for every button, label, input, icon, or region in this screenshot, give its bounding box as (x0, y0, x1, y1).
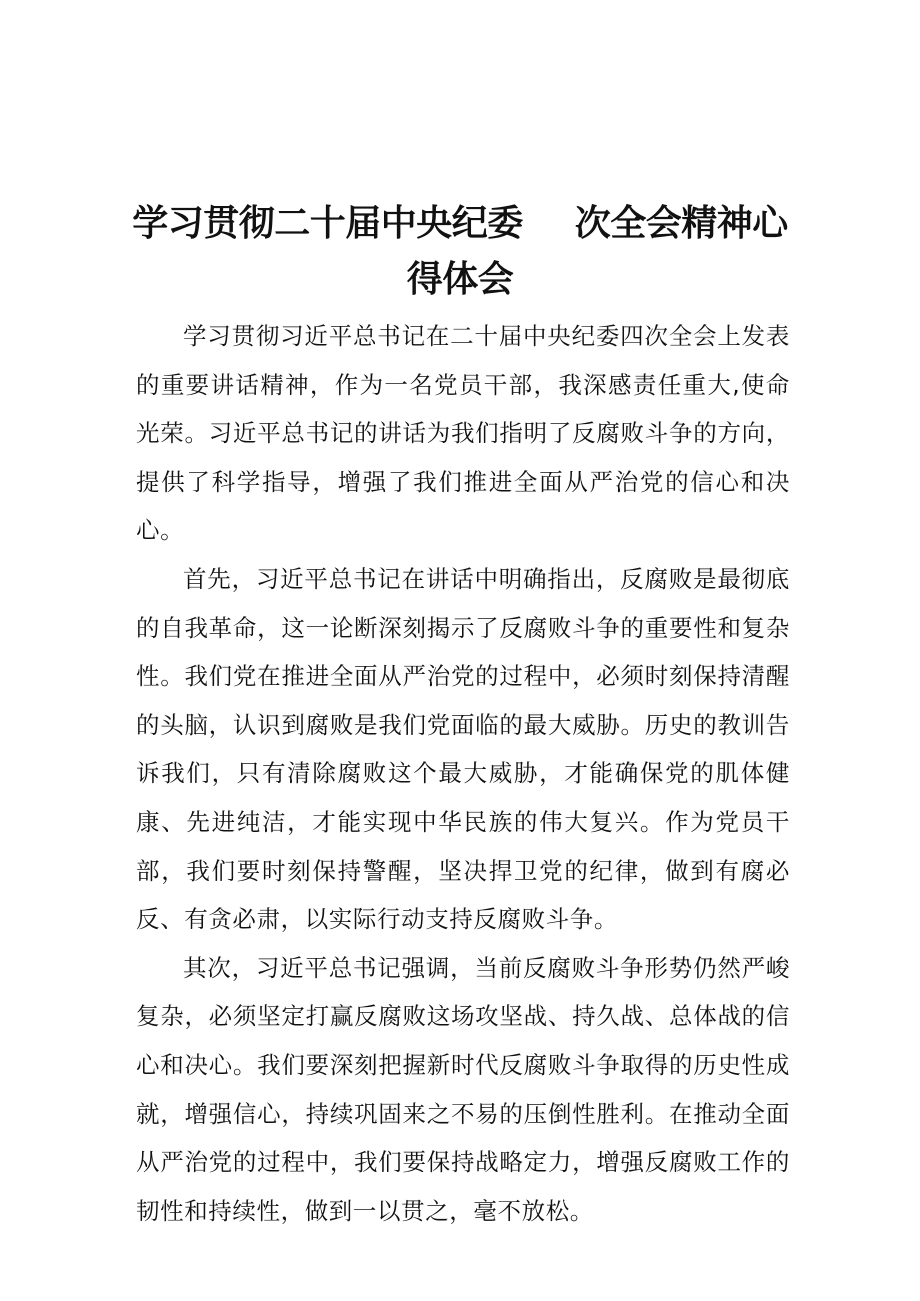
title-line-1 (130, 196, 790, 252)
document-body (136, 312, 790, 1235)
title-part-1: 学习贯彻二十届中央纪委 (132, 203, 523, 245)
paragraph-3: 其次，习近平总书记强调，当前反腐败斗争形势仍然严峻复杂，必须坚定打赢反腐败这场攻坚战、持久战、总体战的信心和决心。我们要深刻把握新时代反腐败斗争取得的历史性成就，增强信心，持续巩固来之不易的压倒性胜利。在推动全面从严治党的过程中，我们要保持战略定力，增强反腐败工作的韧性和持续性，做到一以贯之，毫不放松。 (136, 953, 790, 1225)
paragraph-1: 学习贯彻习近平总书记在二十届中央纪委四次全会上发表的重要讲话精神，作为一名党员干部，我深感责任重大,使命光荣。习近平总书记的讲话为我们指明了反腐败斗争的方向，提供了科学指导，增强了我们推进全面从严治党的信心和决心。 (136, 322, 790, 545)
title-line-2: 得体会 (406, 259, 514, 301)
paragraph-2: 首先，习近平总书记在讲话中明确指出，反腐败是最彻底的自我革命，这一论断深刻揭示了反腐败斗争的重要性和复杂性。我们党在推进全面从严治党的过程中，必须时刻保持清醒的头脑，认识到腐败是我们党面临的最大威胁。历史的教训告诉我们，只有清除腐败这个最大威胁，才能确保党的肌体健康、先进纯洁，才能实现中华民族的伟大复兴。作为党员干部，我们要时刻保持警醒，坚决捍卫党的纪律，做到有腐必反、有贪必肃，以实际行动支持反腐败斗争。 (136, 564, 790, 934)
document-title (130, 196, 790, 308)
title-part-2: 次全会精神心 (574, 203, 788, 245)
